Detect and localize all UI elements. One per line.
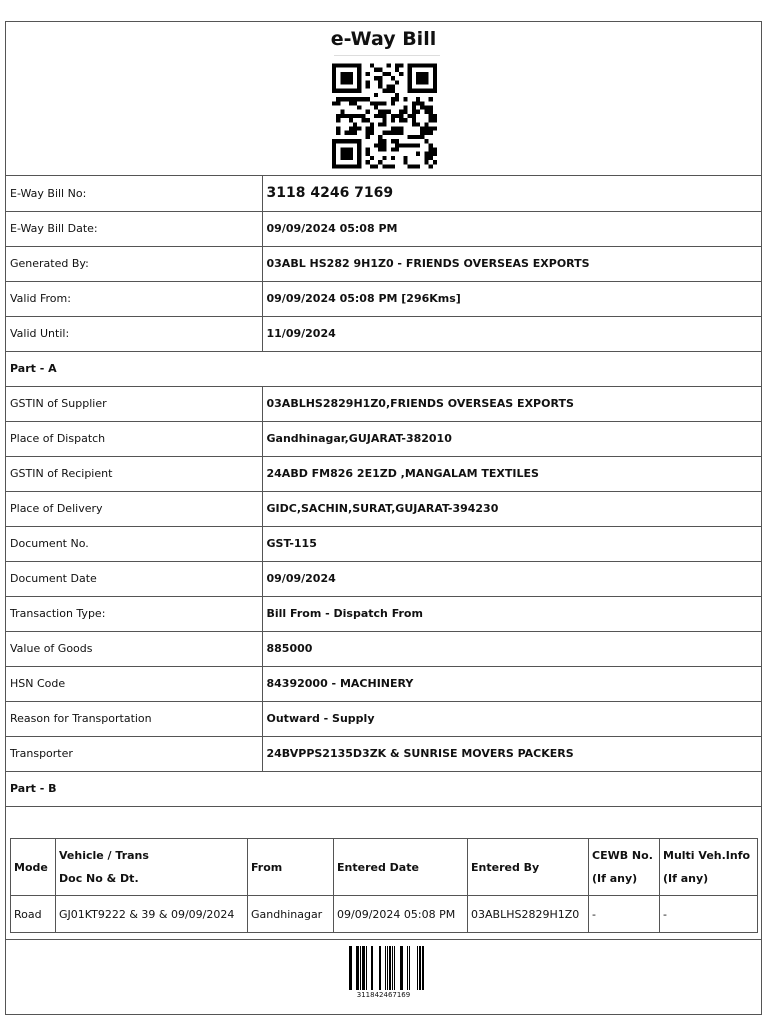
row-value: 11/09/2024 bbox=[262, 316, 761, 351]
part-a-heading: Part - A bbox=[6, 351, 761, 386]
row-value: 09/09/2024 bbox=[262, 561, 761, 596]
row-value: 885000 bbox=[262, 631, 761, 666]
table-row bbox=[6, 631, 761, 666]
section-heading-row bbox=[6, 351, 761, 386]
row-label: GSTIN of Supplier bbox=[6, 386, 262, 421]
eway-bill-document bbox=[5, 21, 762, 1015]
section-heading-row bbox=[6, 771, 761, 806]
row-label: E-Way Bill No: bbox=[6, 176, 262, 211]
column-header-vehicle: Vehicle / Trans Doc No & Dt. bbox=[56, 839, 248, 896]
vehicle-details-section bbox=[6, 832, 761, 940]
row-label: E-Way Bill Date: bbox=[6, 211, 262, 246]
table-row bbox=[6, 386, 761, 421]
vehicle-table-header bbox=[11, 839, 758, 896]
cell-entered-date: 09/09/2024 05:08 PM bbox=[334, 896, 468, 933]
row-value: Outward - Supply bbox=[262, 701, 761, 736]
row-label: Valid From: bbox=[6, 281, 262, 316]
details-table bbox=[6, 176, 761, 807]
row-label: GSTIN of Recipient bbox=[6, 456, 262, 491]
table-row bbox=[6, 491, 761, 526]
row-label: Place of Delivery bbox=[6, 491, 262, 526]
header bbox=[6, 22, 761, 176]
row-label: Document No. bbox=[6, 526, 262, 561]
row-value: GIDC,SACHIN,SURAT,GUJARAT-394230 bbox=[262, 491, 761, 526]
document-title: e-Way Bill bbox=[330, 28, 437, 50]
table-row bbox=[6, 736, 761, 771]
row-label: Place of Dispatch bbox=[6, 421, 262, 456]
row-value: 24BVPPS2135D3ZK & SUNRISE MOVERS PACKERS bbox=[262, 736, 761, 771]
vehicle-table bbox=[10, 838, 758, 933]
row-value: 03ABL HS282 9H1Z0 - FRIENDS OVERSEAS EXPORTS bbox=[262, 246, 761, 281]
table-row bbox=[6, 316, 761, 351]
table-row bbox=[6, 701, 761, 736]
row-label: Valid Until: bbox=[6, 316, 262, 351]
part-b-heading: Part - B bbox=[6, 771, 761, 806]
table-row bbox=[6, 666, 761, 701]
cell-entered-by: 03ABLHS2829H1Z0 bbox=[468, 896, 589, 933]
cell-mode: Road bbox=[11, 896, 56, 933]
table-row bbox=[6, 421, 761, 456]
row-value: 84392000 - MACHINERY bbox=[262, 666, 761, 701]
table-row bbox=[6, 561, 761, 596]
table-row bbox=[6, 176, 761, 211]
cell-from: Gandhinagar bbox=[248, 896, 334, 933]
column-header-mode: Mode bbox=[11, 839, 56, 896]
barcode-icon bbox=[346, 946, 426, 990]
cell-cewb: - bbox=[589, 896, 660, 933]
row-value: 03ABLHS2829H1Z0,FRIENDS OVERSEAS EXPORTS bbox=[262, 386, 761, 421]
row-label: Reason for Transportation bbox=[6, 701, 262, 736]
row-label: HSN Code bbox=[6, 666, 262, 701]
row-label: Transporter bbox=[6, 736, 262, 771]
qr-code-icon bbox=[332, 61, 437, 171]
barcode-number: 311842467169 bbox=[356, 991, 411, 999]
row-label: Generated By: bbox=[6, 246, 262, 281]
row-value: 24ABD FM826 2E1ZD ,MANGALAM TEXTILES bbox=[262, 456, 761, 491]
row-label: Value of Goods bbox=[6, 631, 262, 666]
column-header-cewb: CEWB No. (If any) bbox=[589, 839, 660, 896]
cell-multi-veh: - bbox=[660, 896, 758, 933]
row-label: Transaction Type: bbox=[6, 596, 262, 631]
row-value: Bill From - Dispatch From bbox=[262, 596, 761, 631]
table-row bbox=[6, 596, 761, 631]
column-header-entered-by: Entered By bbox=[468, 839, 589, 896]
table-row bbox=[11, 896, 758, 933]
cell-vehicle: GJ01KT9222 & 39 & 09/09/2024 bbox=[56, 896, 248, 933]
row-label: Document Date bbox=[6, 561, 262, 596]
row-value: Gandhinagar,GUJARAT-382010 bbox=[262, 421, 761, 456]
table-row bbox=[6, 526, 761, 561]
row-value: 09/09/2024 05:08 PM bbox=[262, 211, 761, 246]
table-row bbox=[6, 246, 761, 281]
eway-bill-number: 3118 4246 7169 bbox=[262, 176, 761, 211]
table-row bbox=[6, 281, 761, 316]
column-header-multi-veh: Multi Veh.Info (If any) bbox=[660, 839, 758, 896]
column-header-entered-date: Entered Date bbox=[334, 839, 468, 896]
table-row bbox=[6, 456, 761, 491]
column-header-from: From bbox=[248, 839, 334, 896]
table-row bbox=[6, 211, 761, 246]
row-value: GST-115 bbox=[262, 526, 761, 561]
row-value: 09/09/2024 05:08 PM [296Kms] bbox=[262, 281, 761, 316]
title-divider bbox=[334, 55, 440, 56]
